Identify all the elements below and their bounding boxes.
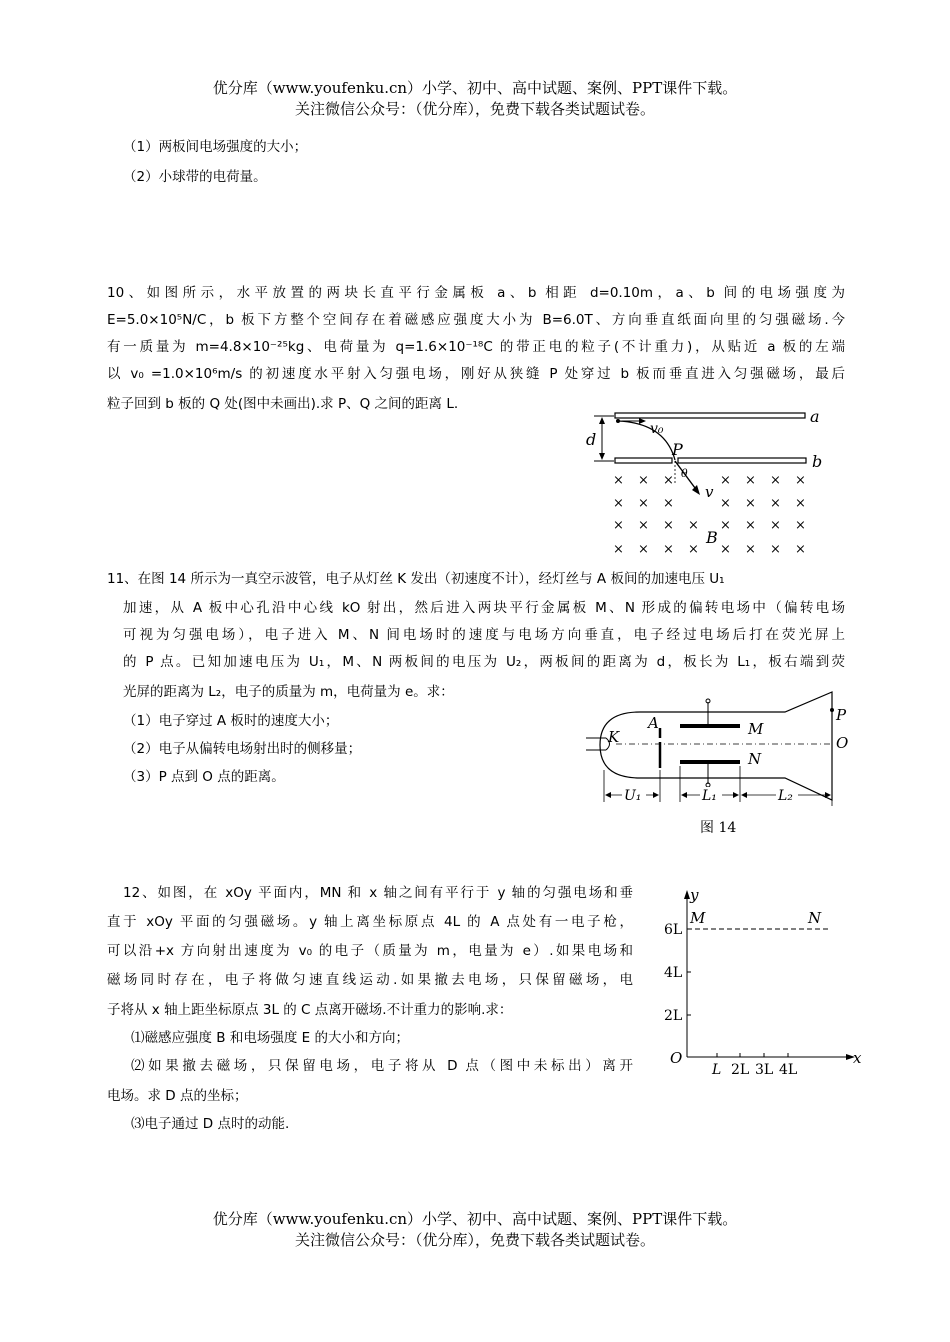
x-tick-4L: 4L — [779, 1062, 798, 1078]
q11-sub-2: （2）电子从偏转电场射出时的侧移量； — [123, 741, 362, 757]
q12-line-4: 磁场同时存在，电子将做匀速直线运动.如果撤去电场，只保留磁场，电 — [107, 972, 633, 988]
q12-line-5: 子将从 x 轴上距坐标原点 3L 的 C 点离开磁场.不计重力的影响.求： — [107, 1002, 513, 1018]
plate-b-left — [615, 458, 672, 463]
svg-text:×: × — [638, 542, 649, 557]
footer-line-2: 关注微信公众号：（优分库），免费下载各类试题试卷。 — [294, 1231, 655, 1249]
svg-text:×: × — [663, 542, 674, 557]
svg-text:×: × — [613, 542, 624, 557]
label-M: M — [748, 720, 764, 738]
svg-text:×: × — [770, 542, 781, 557]
svg-text:×: × — [613, 496, 624, 511]
q9-sub-1: （1）两板间电场强度的大小； — [123, 139, 308, 155]
q12-line-2: 直于 xOy 平面的匀强磁场。y 轴上离坐标原点 4L 的 A 点处有一电子枪， — [107, 914, 633, 930]
label-P: P — [836, 706, 847, 724]
label-v0: v₀ — [650, 421, 664, 437]
plate-b-right — [678, 458, 806, 463]
label-M: M — [690, 909, 706, 927]
q11-oscilloscope-figure — [580, 690, 855, 815]
label-N: N — [808, 909, 822, 927]
header-line-2: 关注微信公众号：（优分库），免费下载各类试题试卷。 — [294, 100, 655, 118]
svg-text:×: × — [688, 542, 699, 557]
label-P: P — [672, 440, 683, 459]
q12-coordinate-figure — [660, 885, 865, 1080]
label-L2: L₂ — [778, 788, 793, 804]
x-tick-L: L — [712, 1062, 722, 1078]
label-origin: O — [670, 1049, 683, 1067]
svg-text:×: × — [770, 518, 781, 533]
svg-text:×: × — [745, 473, 756, 488]
plate-M — [680, 724, 740, 728]
svg-text:×: × — [770, 473, 781, 488]
label-x: x — [853, 1049, 862, 1067]
y-tick-4L: 4L — [664, 965, 683, 981]
particle-path — [618, 421, 675, 460]
tube-outline — [600, 692, 832, 800]
svg-text:×: × — [795, 542, 806, 557]
x-tick-2L: 2L — [731, 1062, 750, 1078]
header-line-1: 优分库（www.youfenku.cn）小学、初中、高中试题、案例、PPT课件下载。 — [212, 79, 738, 97]
y-tick-2L: 2L — [664, 1008, 683, 1024]
svg-text:×: × — [720, 473, 731, 488]
footer-line-1: 优分库（www.youfenku.cn）小学、初中、高中试题、案例、PPT课件下载。 — [212, 1210, 738, 1228]
label-v: v — [705, 483, 714, 501]
svg-text:×: × — [720, 496, 731, 511]
svg-text:×: × — [745, 518, 756, 533]
svg-text:×: × — [663, 473, 674, 488]
svg-text:×: × — [688, 518, 699, 533]
svg-text:×: × — [795, 496, 806, 511]
q12-line-1: 12、如图，在 xOy 平面内，MN 和 x 轴之间有平行于 y 轴的匀强电场和垂 — [123, 885, 633, 901]
q12-sub-2b: 电场。求 D 点的坐标； — [107, 1088, 248, 1104]
q11-line-1: 11、在图 14 所示为一真空示波管，电子从灯丝 K 发出（初速度不计），经灯丝与 A 板间的加速电压 U₁ — [107, 571, 725, 587]
plate-N — [680, 760, 740, 764]
svg-text:×: × — [663, 518, 674, 533]
q10-line-2: E=5.0×10⁵N/C，b 板下方整个空间存在着磁感应强度大小为 B=6.0T、方向垂直纸面向里的匀强磁场.今 — [107, 312, 845, 328]
svg-text:×: × — [770, 496, 781, 511]
q11-line-4: 的 P 点。已知加速电压为 U₁，M、N 两板间的电压为 U₂，两板间的距离为 d，板长为 L₁，板右端到荧 — [123, 654, 845, 670]
q12-sub-1: ⑴磁感应强度 B 和电场强度 E 的大小和方向； — [131, 1030, 409, 1046]
q11-sub-1: （1）电子穿过 A 板时的速度大小； — [123, 713, 339, 729]
label-y: y — [690, 886, 699, 904]
q12-line-3: 可以沿+x 方向射出速度为 v₀ 的电子（质量为 m，电量为 e）.如果电场和 — [107, 943, 633, 959]
svg-text:×: × — [638, 518, 649, 533]
label-N: N — [748, 750, 762, 768]
svg-text:×: × — [720, 542, 731, 557]
svg-text:×: × — [663, 496, 674, 511]
figure-14-caption: 图 14 — [700, 820, 737, 836]
q11-line-3: 可视为匀强电场），电子进入 M、N 间电场时的速度与电场方向垂直，电子经过电场后打在荧光屏上 — [123, 627, 845, 643]
svg-text:×: × — [638, 473, 649, 488]
label-b: b — [812, 452, 823, 471]
q10-line-1: 10、如图所示，水平放置的两块长直平行金属板 a、b 相距 d=0.10m，a、b 间的电场强度为 — [107, 285, 845, 301]
q12-sub-2a: ⑵如果撤去磁场，只保留电场，电子将从 D 点（图中未标出）离开 — [131, 1058, 633, 1074]
label-O: O — [836, 734, 849, 752]
q12-sub-3: ⑶电子通过 D 点时的动能. — [131, 1116, 290, 1132]
svg-text:×: × — [745, 496, 756, 511]
label-d: d — [586, 430, 597, 449]
svg-text:×: × — [613, 518, 624, 533]
svg-text:×: × — [613, 473, 624, 488]
q10-line-3: 有一质量为 m=4.8×10⁻²⁵kg、电荷量为 q=1.6×10⁻¹⁸C 的带正电的粒子(不计重力)，从贴近 a 板的左端 — [107, 339, 845, 355]
x-tick-3L: 3L — [755, 1062, 774, 1078]
q10-line-4: 以 v₀ =1.0×10⁶m/s 的初速度水平射入匀强电场，刚好从狭缝 P 处穿过 b 板而垂直进入匀强磁场，最后 — [107, 366, 845, 382]
q10-line-5: 粒子回到 b 板的 Q 处(图中未画出).求 P、Q 之间的距离 L. — [107, 396, 459, 412]
label-A: A — [648, 714, 659, 732]
label-L1: L₁ — [702, 788, 717, 804]
svg-text:×: × — [745, 542, 756, 557]
q10-figure — [580, 405, 840, 565]
q11-sub-3: （3）P 点到 O 点的距离。 — [123, 769, 285, 785]
svg-text:×: × — [795, 473, 806, 488]
svg-text:×: × — [638, 496, 649, 511]
plate-a — [615, 413, 805, 418]
label-a: a — [810, 407, 820, 426]
svg-text:×: × — [795, 518, 806, 533]
q11-line-2: 加速，从 A 板中心孔沿中心线 kO 射出，然后进入两块平行金属板 M、N 形成的偏转电场中（偏转电场 — [123, 600, 845, 616]
y-tick-6L: 6L — [664, 922, 683, 938]
label-B: B — [706, 528, 718, 547]
label-K: K — [608, 728, 620, 746]
svg-text:×: × — [720, 518, 731, 533]
q11-line-5: 光屏的距离为 L₂，电子的质量为 m，电荷量为 e。求： — [123, 684, 454, 700]
label-U1: U₁ — [624, 788, 642, 804]
q9-sub-2: （2）小球带的电荷量。 — [123, 169, 267, 185]
label-theta: θ — [681, 467, 688, 480]
